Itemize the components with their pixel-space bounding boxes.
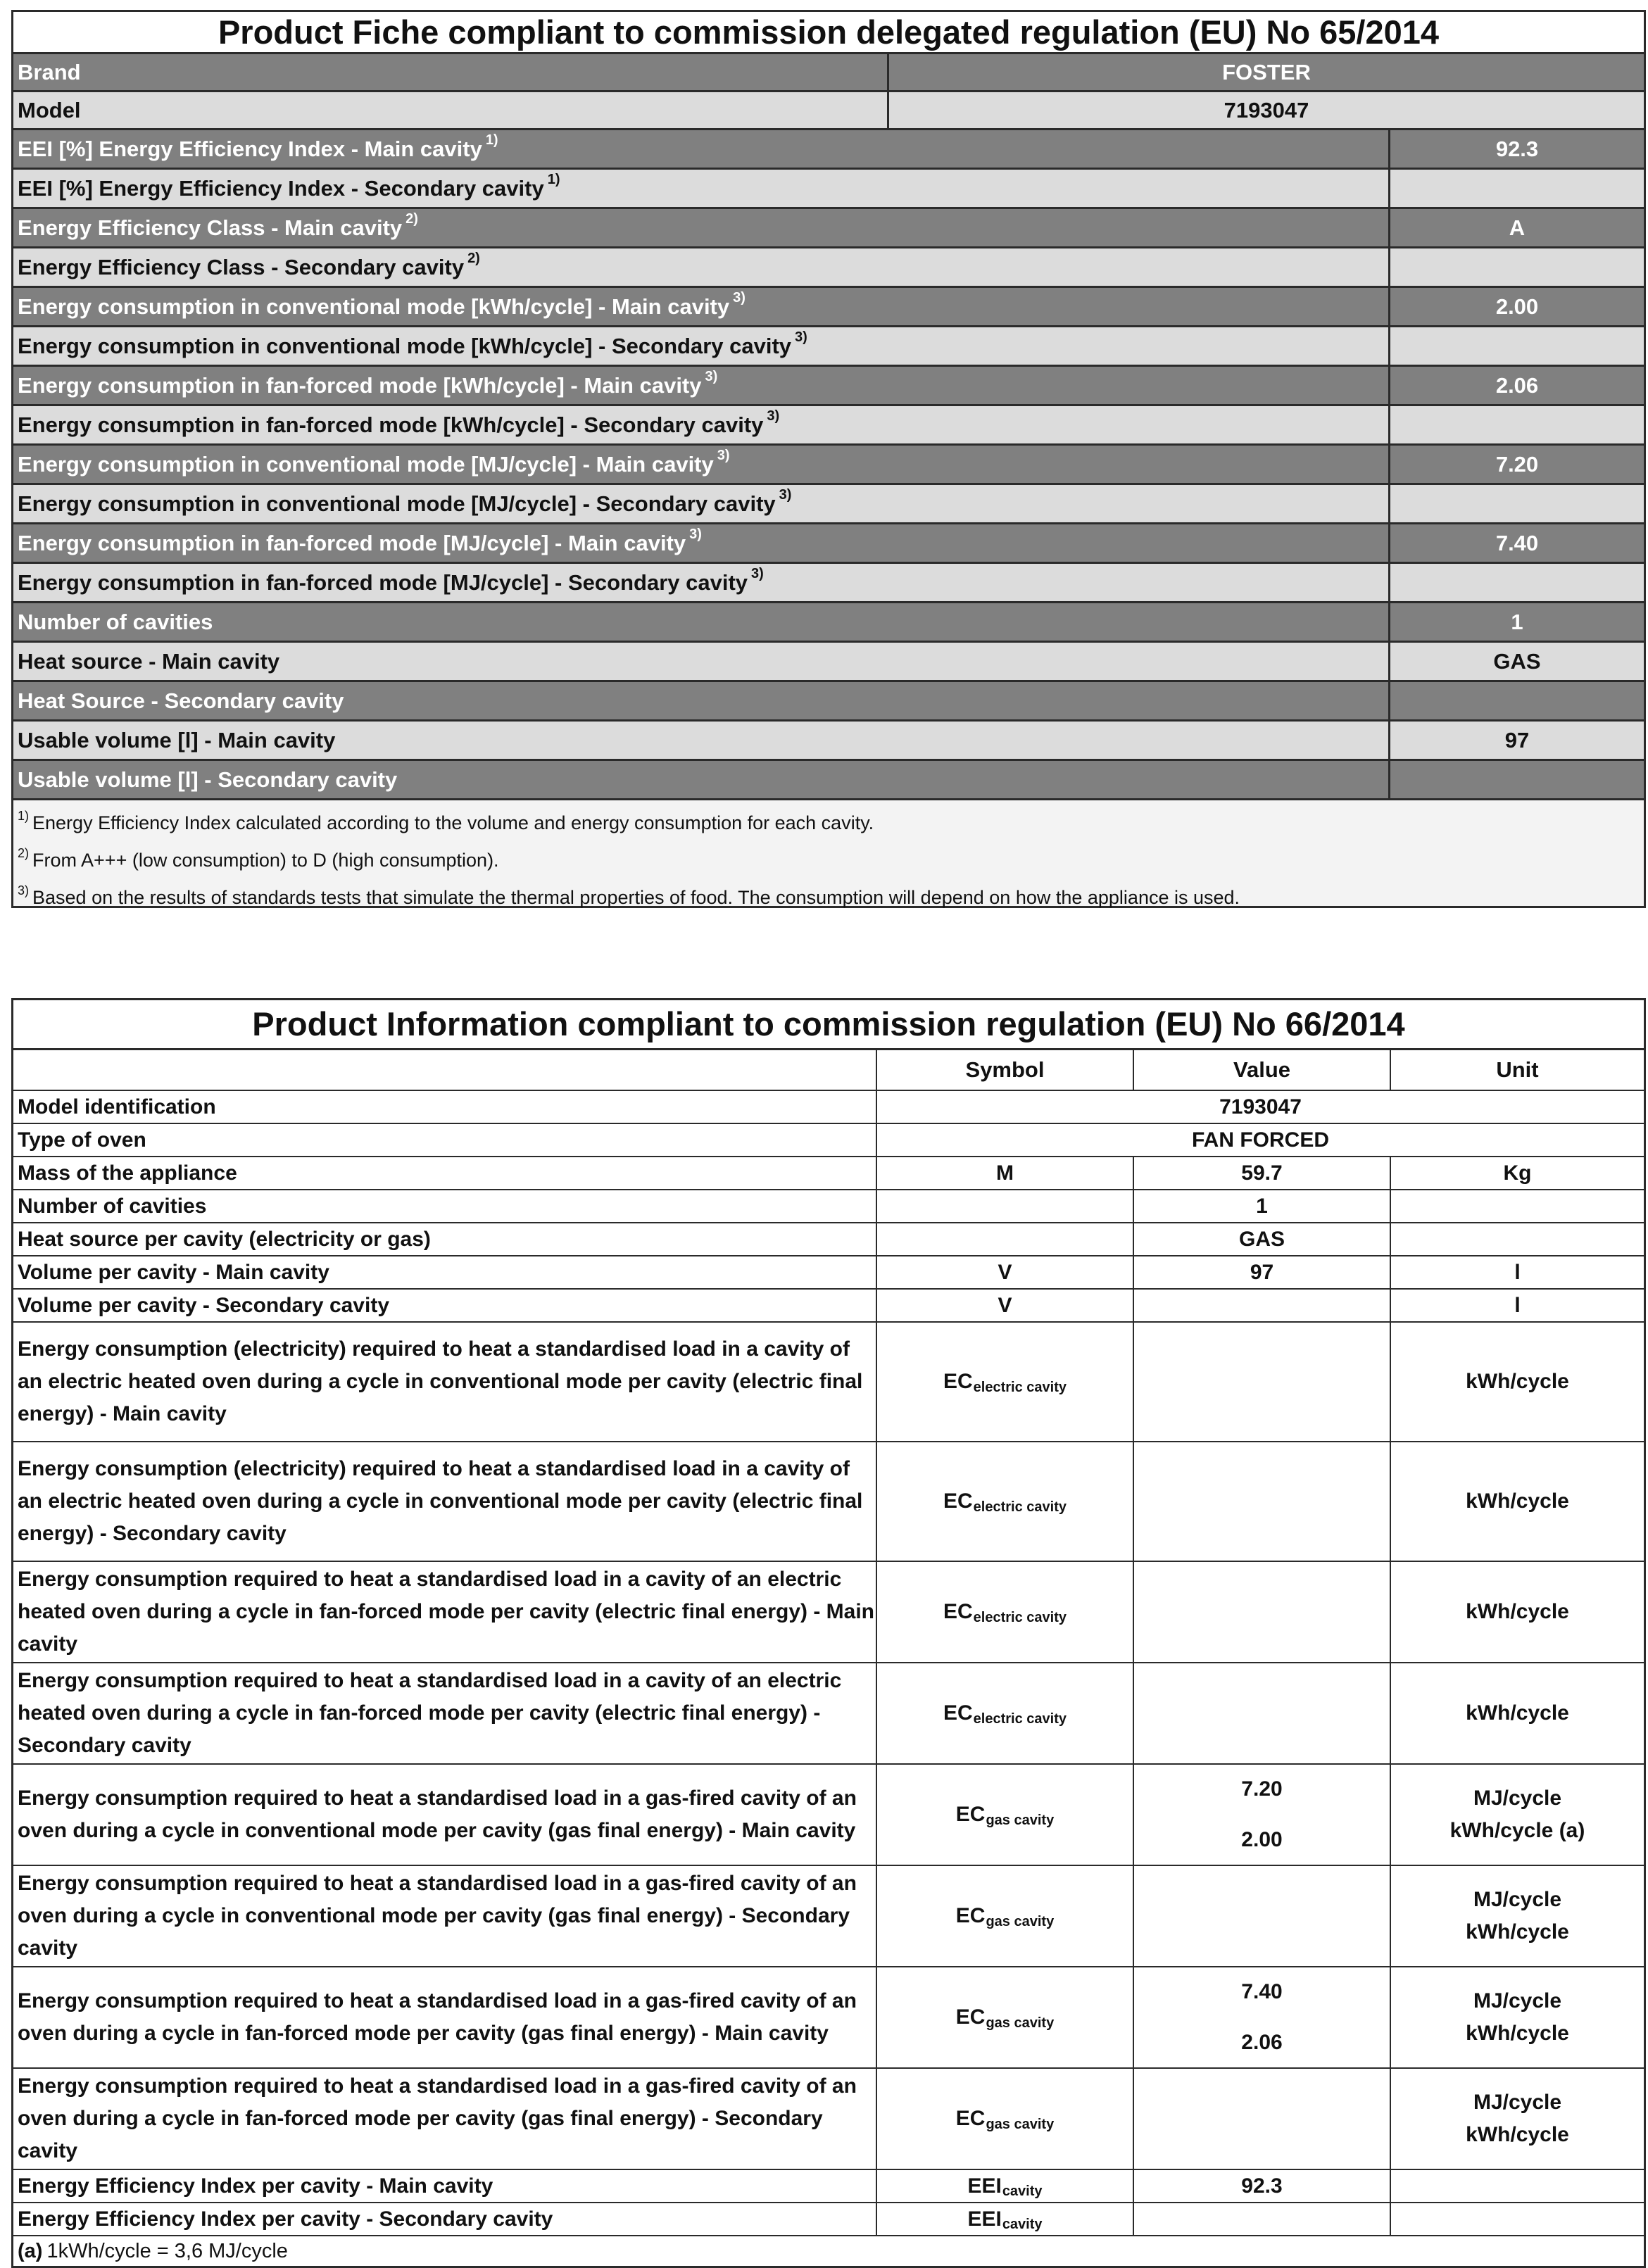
unit-secondary: kWh/cycle <box>1466 2123 1569 2146</box>
header-blank <box>13 1050 876 1090</box>
row-label-text: Energy consumption in fan-forced mode [MJ/cycle] - Main cavity <box>18 530 686 555</box>
row-value: FAN FORCED <box>876 1124 1644 1156</box>
table-row <box>13 1091 1644 1124</box>
table-row <box>13 1323 1644 1442</box>
table-row <box>13 1866 1644 1967</box>
header-symbol: Symbol <box>876 1050 1133 1090</box>
row-unit <box>1390 1190 1644 1222</box>
table-row <box>13 1157 1644 1190</box>
header-unit: Unit <box>1390 1050 1644 1090</box>
unit-primary: MJ/cycle <box>1473 1888 1562 1911</box>
energy-consumption-rows <box>13 1323 1644 2170</box>
row-label-text: Energy Efficiency Class - Main cavity <box>18 215 403 240</box>
row-label: Energy consumption required to heat a standardised load in a gas-fired cavity of an oven during a cycle in conventional mode per cavity (gas final energy) - Secondary cavity <box>18 1872 857 1960</box>
row-label: Heat source per cavity (electricity or gas) <box>18 1227 431 1251</box>
row-label: Model identification <box>18 1095 216 1119</box>
row-label: Energy consumption required to heat a standardised load in a gas-fired cavity of an oven during a cycle in fan-forced mode per cavity (gas final energy) - Main cavity <box>18 1989 857 2045</box>
row-label <box>13 643 1388 680</box>
row-symbol: V <box>876 1256 1133 1288</box>
symbol-subscript: gas cavity <box>986 2015 1055 2031</box>
fiche-notes <box>13 800 1644 906</box>
table-row <box>13 643 1644 682</box>
row-label: Energy consumption required to heat a standardised load in a gas-fired cavity of an oven during a cycle in fan-forced mode per cavity (gas final energy) - Secondary cavity <box>18 2074 857 2162</box>
row-footnote-ref: 3) <box>689 527 702 542</box>
table-row <box>13 761 1644 800</box>
row-label <box>13 761 1388 798</box>
symbol-text: EC <box>943 1701 973 1725</box>
symbol-subscript: gas cavity <box>986 2116 1055 2132</box>
row-value: A <box>1388 209 1644 246</box>
row-unit <box>1390 2170 1644 2202</box>
row-label-text: Energy consumption in conventional mode [MJ/cycle] - Secondary cavity <box>18 491 776 516</box>
footnote-mark: 3) <box>18 883 30 897</box>
row-label: Energy consumption required to heat a standardised load in a cavity of an electric heated oven during a cycle in fan-forced mode per cavity (electric final energy) - Main cavity <box>18 1568 874 1656</box>
row-label <box>13 485 1388 522</box>
row-unit <box>1390 1967 1644 2067</box>
row-label <box>13 209 1388 246</box>
table-row <box>13 603 1644 643</box>
table-row <box>13 2170 1644 2203</box>
row-footnote-ref: 2) <box>405 211 418 227</box>
model-row <box>13 92 1644 130</box>
row-unit <box>1390 1442 1644 1561</box>
row-value: 1 <box>1133 1190 1390 1222</box>
row-value: 2.06 <box>1388 367 1644 404</box>
row-value: 2.00 <box>1388 288 1644 325</box>
symbol-subscript: cavity <box>1002 2184 1043 2199</box>
row-value <box>1388 761 1644 798</box>
row-label: Type of oven <box>18 1128 146 1152</box>
row-label-text: Energy consumption in fan-forced mode [kWh/cycle] - Secondary cavity <box>18 412 764 437</box>
footnote-text: Energy Efficiency Index calculated according to the volume and energy consumption for each cavity. <box>32 812 874 833</box>
table-row <box>13 682 1644 722</box>
table-row <box>13 2069 1644 2170</box>
symbol-subscript: electric cavity <box>973 1379 1067 1395</box>
row-symbol <box>876 1562 1133 1662</box>
row-label-text: Usable volume [l] - Secondary cavity <box>18 767 398 792</box>
row-footnote-ref: 1) <box>547 172 560 187</box>
row-label-text: Energy consumption in fan-forced mode [kWh/cycle] - Main cavity <box>18 372 702 398</box>
table-row <box>13 327 1644 367</box>
product-fiche-table <box>11 10 1646 908</box>
row-value <box>1388 248 1644 286</box>
row-label-text: Heat Source - Secondary cavity <box>18 688 344 713</box>
unit-secondary: kWh/cycle (a) <box>1449 1819 1585 1842</box>
row-label <box>13 130 1388 168</box>
row-label <box>13 170 1388 207</box>
row-value: 97 <box>1133 1256 1390 1288</box>
symbol-subscript: gas cavity <box>986 1812 1055 1828</box>
row-value <box>1133 1866 1390 1966</box>
unit-primary: MJ/cycle <box>1473 2091 1562 2114</box>
symbol-subscript: electric cavity <box>973 1499 1067 1515</box>
table-row <box>13 209 1644 248</box>
row-value <box>1133 2069 1390 2169</box>
row-label <box>13 682 1388 719</box>
row-footnote-ref: 3) <box>705 369 718 384</box>
unit-primary: kWh/cycle <box>1466 1370 1569 1393</box>
symbol-subscript: electric cavity <box>973 1609 1067 1625</box>
symbol-text: EEI <box>967 2174 1002 2198</box>
table-row <box>13 170 1644 209</box>
info-title: Product Information compliant to commission regulation (EU) No 66/2014 <box>13 1000 1644 1050</box>
symbol-text: EC <box>943 1489 973 1513</box>
row-value: 1 <box>1388 603 1644 641</box>
footnote <box>18 879 1644 916</box>
symbol-subscript: cavity <box>1002 2217 1043 2232</box>
row-footnote-ref: 3) <box>767 408 780 424</box>
symbol-text: EC <box>955 1904 986 1927</box>
footnote-text: Based on the results of standards tests that simulate the thermal properties of food. The consumption will depend on how the appliance is used. <box>32 887 1240 908</box>
row-footnote-ref: 3) <box>779 487 792 503</box>
row-value: 7.40 <box>1388 524 1644 562</box>
row-label-text: Usable volume [l] - Main cavity <box>18 727 336 752</box>
row-label <box>13 524 1388 562</box>
row-label: Energy consumption required to heat a standardised load in a gas-fired cavity of an oven during a cycle in conventional mode per cavity (gas final energy) - Main cavity <box>18 1787 857 1842</box>
row-label-text: Energy Efficiency Class - Secondary cavity <box>18 254 465 279</box>
table-row <box>13 485 1644 524</box>
fiche-rows <box>13 130 1644 800</box>
value-mj: 7.40 <box>1241 1980 1283 2003</box>
row-unit: l <box>1390 1256 1644 1288</box>
row-value <box>1388 406 1644 443</box>
table-row <box>13 1663 1644 1765</box>
table-row <box>13 1223 1644 1256</box>
row-footnote-ref: 3) <box>733 290 746 305</box>
row-value: 7.20 <box>1388 446 1644 483</box>
row-label <box>13 406 1388 443</box>
row-label: Energy consumption required to heat a standardised load in a cavity of an electric heated oven during a cycle in fan-forced mode per cavity (electric final energy) - Secondary cavity <box>18 1669 842 1757</box>
symbol-subscript: electric cavity <box>973 1711 1067 1727</box>
row-value <box>1388 564 1644 601</box>
row-label <box>13 446 1388 483</box>
row-unit <box>1390 1562 1644 1662</box>
table-row <box>13 288 1644 327</box>
row-value <box>1388 170 1644 207</box>
value-kwh: 2.06 <box>1241 2031 1283 2054</box>
row-label-text: Energy consumption in fan-forced mode [MJ/cycle] - Secondary cavity <box>18 569 748 595</box>
row-value: GAS <box>1388 643 1644 680</box>
row-value <box>1388 682 1644 719</box>
unit-primary: kWh/cycle <box>1466 1489 1569 1513</box>
row-unit <box>1390 2069 1644 2169</box>
row-label: Volume per cavity - Main cavity <box>18 1260 329 1284</box>
symbol-text: EC <box>943 1600 973 1623</box>
row-symbol <box>876 1442 1133 1561</box>
row-unit <box>1390 2203 1644 2235</box>
row-label: Energy consumption (electricity) required to heat a standardised load in a cavity of an electric heated oven during a cycle in conventional mode per cavity (electric final energy) - Main cavity <box>18 1337 863 1425</box>
row-symbol <box>876 2069 1133 2169</box>
table-row <box>13 446 1644 485</box>
brand-row <box>13 54 1644 92</box>
row-footnote-ref: 3) <box>751 566 764 581</box>
row-label <box>13 564 1388 601</box>
table-row <box>13 564 1644 603</box>
row-value <box>1133 1663 1390 1763</box>
row-footnote-ref: 3) <box>795 329 807 345</box>
symbol-text: EC <box>943 1370 973 1393</box>
row-label-text: EEI [%] Energy Efficiency Index - Secondary cavity <box>18 175 544 201</box>
row-value: 92.3 <box>1388 130 1644 168</box>
unit-secondary: kWh/cycle <box>1466 2022 1569 2045</box>
table-row <box>13 367 1644 406</box>
row-unit <box>1390 1223 1644 1255</box>
row-symbol <box>876 2170 1133 2202</box>
table-row <box>13 248 1644 288</box>
symbol-text: EEI <box>967 2207 1002 2231</box>
unit-primary: MJ/cycle <box>1473 1989 1562 2012</box>
fiche-title: Product Fiche compliant to commission delegated regulation (EU) No 65/2014 <box>13 12 1644 54</box>
footnote-mark: 2) <box>18 846 30 860</box>
row-footnote-ref: 3) <box>717 448 730 463</box>
row-label-text: Energy consumption in conventional mode [kWh/cycle] - Main cavity <box>18 294 730 319</box>
table-row <box>13 406 1644 446</box>
table-row <box>13 524 1644 564</box>
row-label <box>13 248 1388 286</box>
footnote-mark: (a) <box>18 2239 43 2262</box>
row-value <box>1133 2203 1390 2235</box>
row-value <box>1133 1967 1390 2067</box>
footnote-mark: 1) <box>18 809 30 823</box>
row-value <box>1133 1323 1390 1441</box>
model-label: Model <box>18 97 81 122</box>
row-unit <box>1390 1866 1644 1966</box>
row-value: 7193047 <box>876 1091 1644 1123</box>
row-symbol: V <box>876 1290 1133 1321</box>
row-label-text: Number of cavities <box>18 609 213 634</box>
unit-secondary: kWh/cycle <box>1466 1920 1569 1943</box>
row-label <box>13 327 1388 365</box>
row-label: Energy Efficiency Index per cavity - Secondary cavity <box>18 2207 553 2231</box>
value-mj: 7.20 <box>1241 1777 1283 1801</box>
table-row <box>13 1765 1644 1866</box>
row-unit <box>1390 1765 1644 1865</box>
table-row <box>13 1967 1644 2069</box>
table-row <box>13 1562 1644 1663</box>
info-footnote <box>13 2236 1644 2266</box>
header-value: Value <box>1133 1050 1390 1090</box>
row-symbol <box>876 1866 1133 1966</box>
row-value <box>1133 1290 1390 1321</box>
row-symbol <box>876 2203 1133 2235</box>
brand-label: Brand <box>18 59 81 84</box>
table-row <box>13 1124 1644 1157</box>
symbol-text: EC <box>955 2005 986 2029</box>
row-symbol <box>876 1223 1133 1255</box>
row-unit: Kg <box>1390 1157 1644 1189</box>
unit-primary: kWh/cycle <box>1466 1600 1569 1623</box>
row-value <box>1133 1442 1390 1561</box>
row-value <box>1388 485 1644 522</box>
row-value: 92.3 <box>1133 2170 1390 2202</box>
row-symbol <box>876 1190 1133 1222</box>
row-label-text: EEI [%] Energy Efficiency Index - Main cavity <box>18 136 482 161</box>
product-information-table <box>11 998 1646 2268</box>
row-unit <box>1390 1663 1644 1763</box>
row-label <box>13 722 1388 759</box>
row-label: Energy consumption (electricity) required to heat a standardised load in a cavity of an electric heated oven during a cycle in conventional mode per cavity (electric final energy) - Secondary cavity <box>18 1457 863 1545</box>
row-symbol <box>876 1323 1133 1441</box>
table-row <box>13 1256 1644 1290</box>
table-row <box>13 130 1644 170</box>
table-row <box>13 1190 1644 1223</box>
footnote <box>18 842 1644 879</box>
row-label-text: Energy consumption in conventional mode [MJ/cycle] - Main cavity <box>18 451 714 477</box>
unit-primary: MJ/cycle <box>1473 1787 1562 1810</box>
model-value: 7193047 <box>887 92 1644 128</box>
row-footnote-ref: 2) <box>467 251 480 266</box>
row-value <box>1388 327 1644 365</box>
row-symbol: M <box>876 1157 1133 1189</box>
row-unit <box>1390 1323 1644 1441</box>
brand-value: FOSTER <box>887 54 1644 90</box>
symbol-text: EC <box>955 2107 986 2130</box>
row-unit: l <box>1390 1290 1644 1321</box>
footnote-text: From A+++ (low consumption) to D (high consumption). <box>32 850 499 871</box>
table-row <box>13 1442 1644 1562</box>
row-label: Number of cavities <box>18 1194 207 1218</box>
table-row <box>13 722 1644 761</box>
symbol-subscript: gas cavity <box>986 1913 1055 1929</box>
row-label <box>13 288 1388 325</box>
row-label <box>13 367 1388 404</box>
unit-primary: kWh/cycle <box>1466 1701 1569 1725</box>
row-value: 97 <box>1388 722 1644 759</box>
footnote <box>18 805 1644 842</box>
row-value: GAS <box>1133 1223 1390 1255</box>
symbol-text: EC <box>955 1803 986 1826</box>
row-label-text: Heat source - Main cavity <box>18 648 280 674</box>
row-label <box>13 603 1388 641</box>
row-label: Mass of the appliance <box>18 1161 237 1185</box>
table-row <box>13 2203 1644 2236</box>
row-label: Volume per cavity - Secondary cavity <box>18 1293 390 1317</box>
row-value: 59.7 <box>1133 1157 1390 1189</box>
row-value <box>1133 1562 1390 1662</box>
row-footnote-ref: 1) <box>485 132 498 148</box>
row-label: Energy Efficiency Index per cavity - Main cavity <box>18 2174 493 2198</box>
row-label-text: Energy consumption in conventional mode [kWh/cycle] - Secondary cavity <box>18 333 792 358</box>
row-value <box>1133 1765 1390 1865</box>
row-symbol <box>876 1967 1133 2067</box>
footnote-text: 1kWh/cycle = 3,6 MJ/cycle <box>46 2239 288 2262</box>
table-row <box>13 1290 1644 1323</box>
header-row <box>13 1050 1644 1091</box>
row-symbol <box>876 1663 1133 1763</box>
value-kwh: 2.00 <box>1241 1828 1283 1851</box>
row-symbol <box>876 1765 1133 1865</box>
